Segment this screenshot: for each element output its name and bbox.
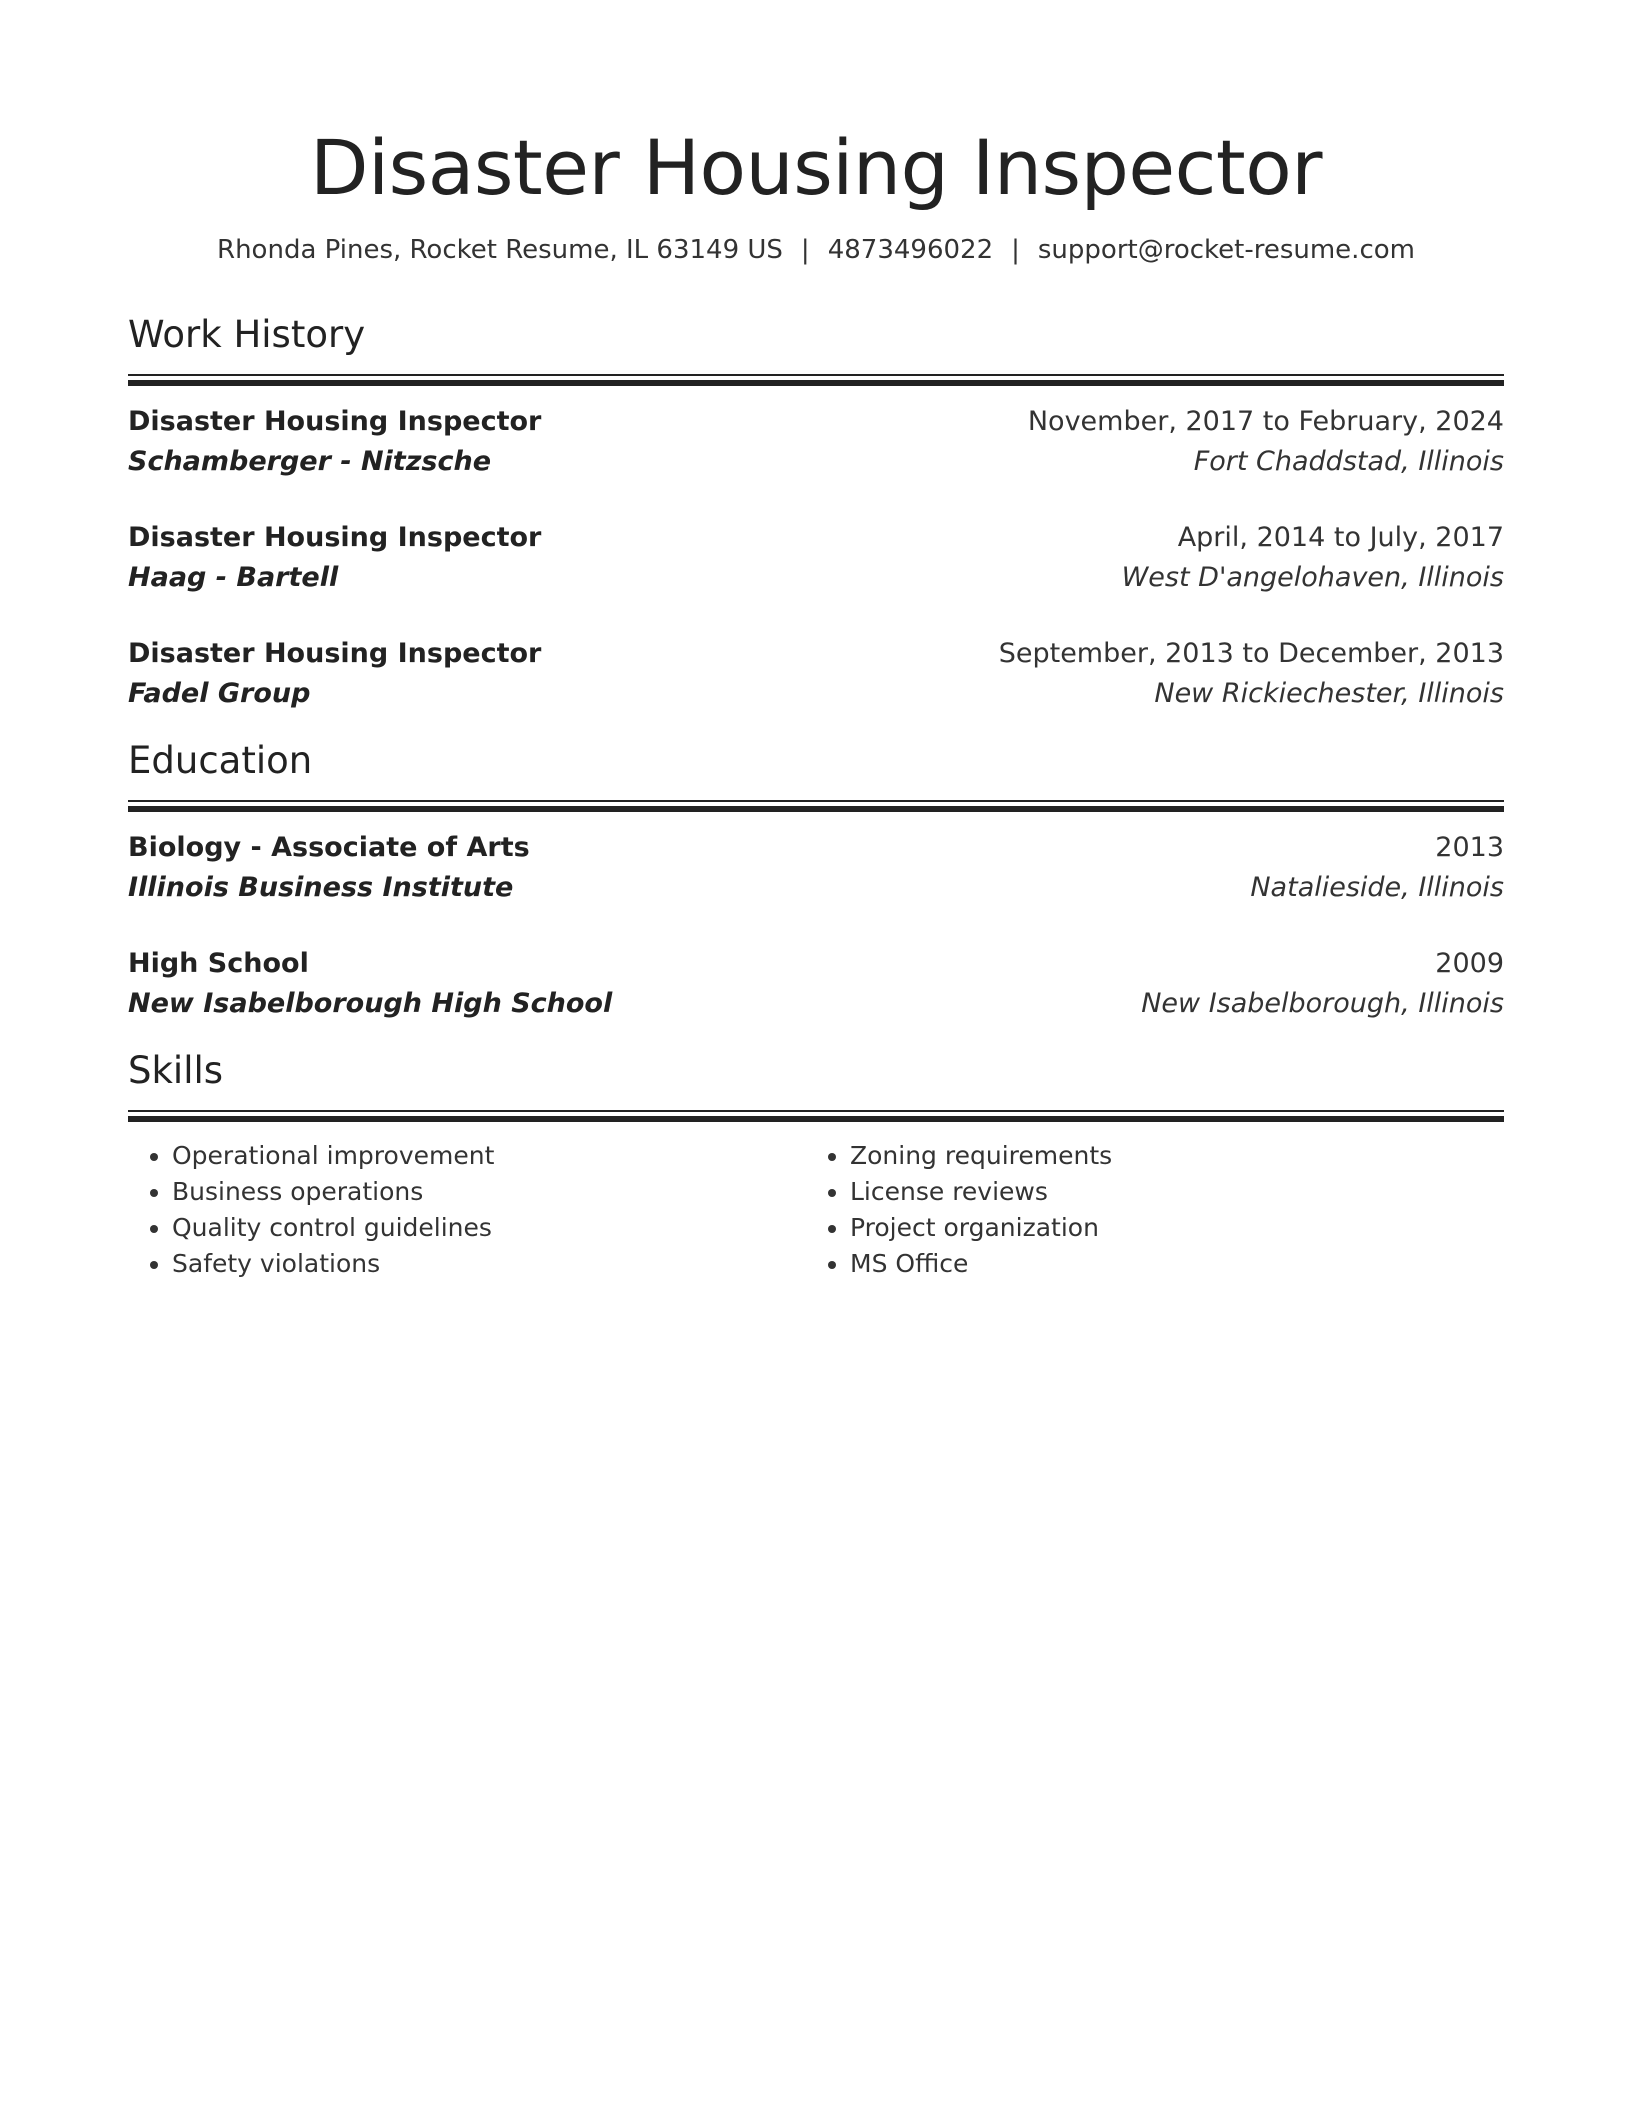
skill-item: • Safety violations <box>172 1246 806 1282</box>
job-location: West D'angelohaven, Illinois <box>1121 562 1504 593</box>
job-dates: April, 2014 to July, 2017 <box>1177 522 1504 553</box>
contact-separator: | <box>1011 235 1020 265</box>
job-location: Fort Chaddstad, Illinois <box>1193 446 1504 477</box>
contact-phone: 4873496022 <box>827 235 994 265</box>
skills-section <box>128 1046 1504 1282</box>
section-heading-education: Education <box>128 739 313 782</box>
skill-item: • License reviews <box>850 1174 1484 1210</box>
section-divider <box>128 800 1504 814</box>
job-dates: November, 2017 to February, 2024 <box>1027 406 1504 437</box>
section-heading-skills: Skills <box>128 1049 224 1092</box>
section-divider <box>128 374 1504 388</box>
resume-page <box>128 0 1504 1282</box>
company-name: Schamberger - Nitzsche <box>128 446 492 477</box>
work-entry <box>128 634 1504 714</box>
work-entry <box>128 402 1504 482</box>
job-location: New Rickiechester, Illinois <box>1154 678 1504 709</box>
skill-item: • Quality control guidelines <box>172 1210 806 1246</box>
job-title: Disaster Housing Inspector <box>128 406 542 437</box>
skills-list-left <box>128 1138 806 1282</box>
education-section <box>128 736 1504 1024</box>
degree-name: High School <box>128 948 309 979</box>
job-dates: September, 2013 to December, 2013 <box>998 638 1504 669</box>
skills-list-right <box>806 1138 1484 1282</box>
skill-item: • Operational improvement <box>172 1138 806 1174</box>
school-location: New Isabelborough, Illinois <box>1141 988 1504 1019</box>
work-entry <box>128 518 1504 598</box>
skill-item: • MS Office <box>850 1246 1484 1282</box>
skill-item: • Project organization <box>850 1210 1484 1246</box>
degree-name: Biology - Associate of Arts <box>128 832 530 863</box>
contact-address: Rhonda Pines, Rocket Resume, IL 63149 US <box>217 235 783 265</box>
education-entry <box>128 828 1504 908</box>
skill-item: • Business operations <box>172 1174 806 1210</box>
skill-item: • Zoning requirements <box>850 1138 1484 1174</box>
school-name: Illinois Business Institute <box>128 872 514 903</box>
company-name: Fadel Group <box>128 678 311 709</box>
work-history-section <box>128 310 1504 714</box>
job-title: Disaster Housing Inspector <box>128 638 542 669</box>
contact-email: support@rocket-resume.com <box>1037 235 1415 265</box>
section-heading-work-history: Work History <box>128 313 366 356</box>
skills-columns <box>128 1138 1504 1282</box>
company-name: Haag - Bartell <box>128 562 339 593</box>
page-title: Disaster Housing Inspector <box>310 123 1322 212</box>
contact-line <box>128 232 1504 268</box>
contact-separator: | <box>800 235 810 265</box>
section-divider <box>128 1110 1504 1124</box>
school-name: New Isabelborough High School <box>128 988 613 1019</box>
graduation-year: 2013 <box>1435 832 1504 863</box>
graduation-year: 2009 <box>1435 948 1504 979</box>
school-location: Natalieside, Illinois <box>1250 872 1504 903</box>
job-title: Disaster Housing Inspector <box>128 522 542 553</box>
education-entry <box>128 944 1504 1024</box>
